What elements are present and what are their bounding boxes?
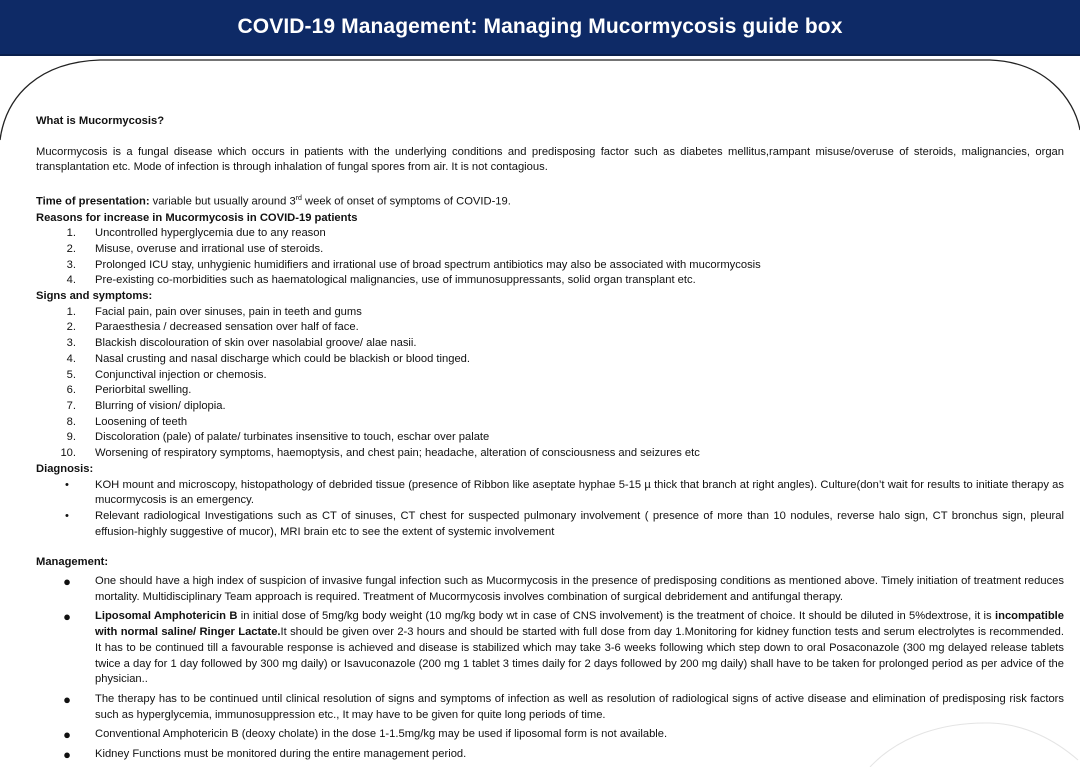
- list-item: 4. Nasal crusting and nasal discharge which could be blackish or blood tinged.: [66, 352, 471, 365]
- list-item: 1. Facial pain, pain over sinuses, pain in teeth and gums: [66, 305, 362, 318]
- bullet-icon: ●: [63, 727, 71, 743]
- management-heading: Management:: [36, 556, 109, 569]
- list-item: 10. Worsening of respiratory symptoms, haemoptysis, and chest pain; headache, alteration of consciousness and seizures etc: [60, 447, 700, 460]
- list-item: ● Conventional Amphotericin B (deoxy cholate) in the dose 1-1.5mg/kg may be used if liposomal form is not available.: [36, 727, 1064, 743]
- list-item: ● Kidney Functions must be monitored during the entire management period.: [36, 747, 1064, 763]
- diagnosis-list: [36, 478, 1064, 541]
- what-body: Mucormycosis is a fungal disease which occurs in patients with the underlying conditions and predisposing factor such as diabetes mellitus,rampant misuse/overuse of steroids, malignancies, organ transplantation etc. Mode of infection is through inhalation of fungal spores from air. It is not contagious.: [36, 145, 1064, 174]
- bullet-icon: ●: [63, 609, 71, 625]
- list-item: 6. Periorbital swelling.: [66, 384, 192, 397]
- list-item: 4. Pre-existing co-morbidities such as haematological malignancies, use of immunosuppressants, solid organ transplant etc.: [66, 274, 696, 287]
- list-item: 3. Blackish discolouration of skin over nasolabial groove/ alae nasii.: [66, 337, 417, 350]
- bullet-icon: •: [65, 478, 69, 491]
- time-of-presentation: [36, 191, 1064, 210]
- list-item: • Relevant radiological Investigations such as CT of sinuses, CT chest for suspected pulmonary involvement ( presence of more than 10 nodules, reverse halo sign, CT bronchus sign, pleural effusion-highly suggestive of mucor), MRI brain etc to see the extent of systemic involvement: [36, 509, 1064, 540]
- list-item: ● One should have a high index of suspicion of invasive fungal infection such as Mucormycosis in the presence of predisposing conditions as mentioned above. Timely initiation of treatment reduces mortality. Multidisciplinary Team approach is required. Treatment of Mucormycosis involves combination of surgical debridement and antifungal therapy.: [36, 574, 1064, 605]
- list-item: ● Liposomal Amphotericin B in initial dose of 5mg/kg body weight (10 mg/kg body wt in case of CNS involvement) is the treatment of choice. It should be diluted in 5%dextrose, it is incompatible with normal saline/ Ringer Lactate.It should be given over 2-3 hours and should be started with full dose from day 1.Monitoring for kidney function tests and serum electrolytes is recommended. It has to be continued till a favourable response is achieved and disease is stabilized which may take 3-6 weeks following which step down to oral Posaconazole (300 mg delayed release tablets twice a day for 1 day followed by 300 mg daily) or Isavuconazole (200 mg 1 tablet 3 times daily for 2 days followed by 200 mg daily) shall have to be taken for prolonged period as per advice of the physician..: [36, 609, 1064, 688]
- list-item: 9. Discoloration (pale) of palate/ turbinates insensitive to touch, eschar over palate: [66, 431, 490, 444]
- time-text-before: variable but usually around 3: [149, 195, 296, 208]
- diagnosis-heading: Diagnosis:: [36, 462, 94, 475]
- signs-heading: Signs and symptoms:: [36, 290, 153, 303]
- signs-list: [36, 305, 1064, 462]
- bullet-icon: ●: [63, 574, 71, 590]
- bullet-icon: •: [65, 509, 69, 522]
- management-list: [36, 574, 1064, 763]
- list-item: ● The therapy has to be continued until clinical resolution of signs and symptoms of infection as well as resolution of radiological signs of active disease and elimination of predisposing risk factors such as hyperglycemia, immunosuppression etc., It may have to be given for quite long periods of time.: [36, 692, 1064, 723]
- list-item: 8. Loosening of teeth: [66, 415, 188, 428]
- list-item: 3. Prolonged ICU stay, unhygienic humidifiers and irrational use of broad spectrum antibiotics may also be associated with mucormycosis: [66, 258, 761, 271]
- reasons-heading: Reasons for increase in Mucormycosis in COVID-19 patients: [36, 211, 358, 224]
- list-item: 2. Misuse, overuse and irrational use of steroids.: [66, 242, 324, 255]
- list-item: 2. Paraesthesia / decreased sensation over half of face.: [66, 321, 359, 334]
- list-item: 5. Conjunctival injection or chemosis.: [66, 368, 267, 381]
- page-title: COVID-19 Management: Managing Mucormycosis guide box: [0, 0, 1080, 56]
- time-sup: rd: [295, 195, 302, 203]
- bullet-icon: ●: [63, 747, 71, 763]
- time-label: Time of presentation:: [36, 195, 150, 208]
- time-text-after: week of onset of symptoms of COVID-19.: [301, 195, 511, 208]
- reasons-list: [36, 226, 1064, 289]
- list-item: 1. Uncontrolled hyperglycemia due to any reason: [66, 227, 326, 240]
- bullet-icon: ●: [63, 691, 71, 707]
- guide-content: [36, 114, 1064, 763]
- what-heading: What is Mucormycosis?: [36, 115, 165, 127]
- list-item: 7. Blurring of vision/ diplopia.: [66, 399, 226, 412]
- list-item: • KOH mount and microscopy, histopathology of debrided tissue (presence of Ribbon like aseptate hyphae 5-15 µ thick that branch at right angles). Culture(don’t wait for results to initiate therapy as mucormycosis is an emergency.: [36, 478, 1064, 509]
